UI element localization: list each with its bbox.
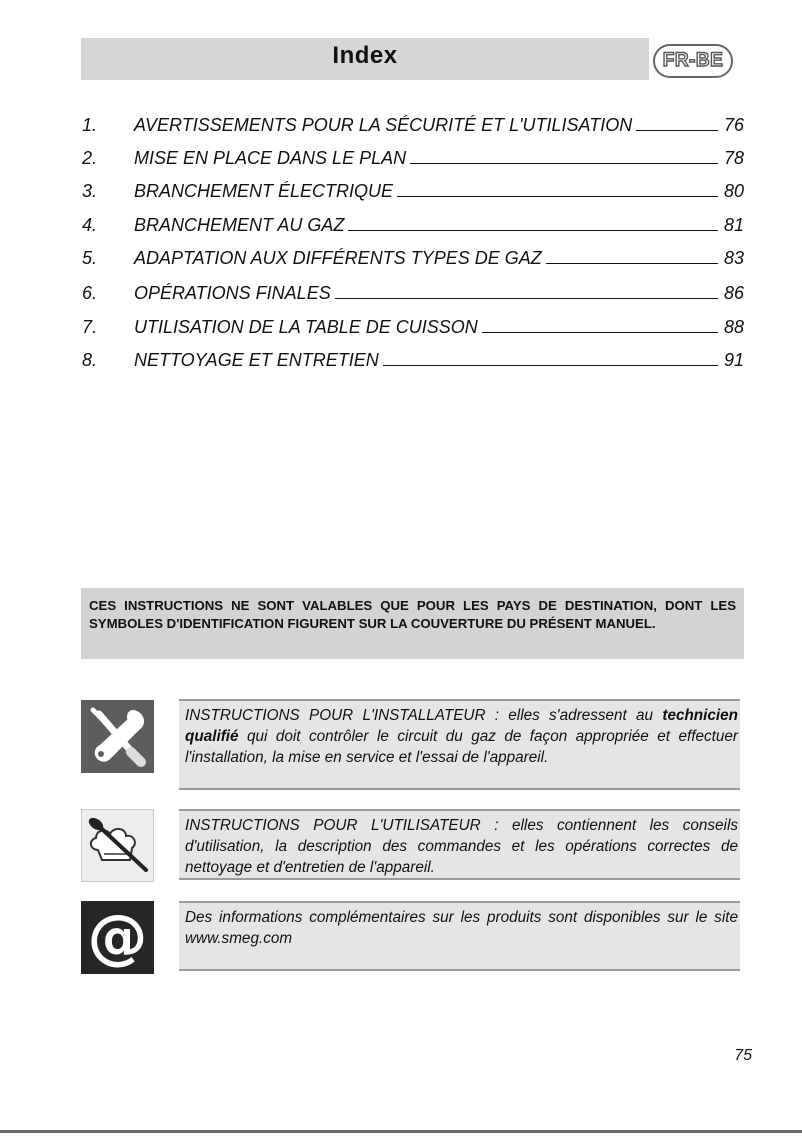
toc-leader	[348, 230, 718, 231]
toc-entry-6[interactable]	[82, 280, 744, 303]
toc-leader	[410, 163, 718, 164]
toc-page: 80	[723, 181, 744, 201]
toc-title: MISE EN PLACE DANS LE PLAN	[134, 148, 407, 168]
toc-leader	[546, 263, 718, 264]
toc-page: 76	[723, 115, 744, 135]
language-badge: FR-BE	[653, 44, 733, 78]
toc-number: 2.	[82, 148, 98, 168]
toc-leader	[397, 196, 718, 197]
toc-entry-2[interactable]	[82, 145, 744, 168]
toc-number: 1.	[82, 115, 98, 135]
header-bar	[81, 38, 649, 80]
toc-page: 81	[723, 215, 744, 235]
installer-instructions	[179, 699, 740, 790]
bottom-divider	[0, 1130, 802, 1133]
toc-number: 8.	[82, 350, 98, 370]
toc-number: 3.	[82, 181, 98, 201]
toc-leader	[636, 130, 718, 131]
web-info: Des informations complémentaires sur les produits sont disponibles sur le site www.smeg.com	[179, 901, 740, 971]
page-number: 75	[734, 1047, 752, 1064]
toc-number: 7.	[82, 317, 98, 337]
toc-page: 86	[723, 283, 744, 303]
tools-icon	[81, 700, 154, 773]
chef-hat-spoon-icon	[81, 809, 154, 882]
toc-page: 83	[723, 248, 744, 268]
toc-leader	[383, 365, 718, 366]
installer-text-bold: technicien qualifié	[185, 707, 738, 745]
user-instructions: INSTRUCTIONS POUR L'UTILISATEUR : elles contiennent les conseils d'utilisation, la description des commandes et les opérations correctes de nettoyage et d'entretien de l'appareil.	[179, 809, 740, 880]
toc-entry-1[interactable]	[82, 112, 744, 135]
toc-number: 4.	[82, 215, 98, 235]
toc-leader	[335, 298, 718, 299]
toc-entry-3[interactable]	[82, 178, 744, 201]
toc-entry-4[interactable]	[82, 212, 744, 235]
toc-page: 91	[723, 350, 744, 370]
toc-page: 88	[723, 317, 744, 337]
toc-number: 6.	[82, 283, 98, 303]
svg-text:@: @	[87, 902, 148, 972]
toc-entry-5[interactable]	[82, 245, 744, 268]
toc-number: 5.	[82, 248, 98, 268]
toc-title: NETTOYAGE ET ENTRETIEN	[134, 350, 379, 370]
page-title: Index	[332, 42, 398, 69]
installer-text-before: INSTRUCTIONS POUR L'INSTALLATEUR : elles s'adressent au	[185, 707, 663, 724]
destination-notice: CES INSTRUCTIONS NE SONT VALABLES QUE POUR LES PAYS DE DESTINATION, DONT LES SYMBOLES D'IDENTIFICATION FIGURENT SUR LA COUVERTURE DU PRÉSENT MANUEL.	[81, 588, 744, 659]
toc-title: OPÉRATIONS FINALES	[134, 283, 331, 303]
toc-entry-7[interactable]	[82, 314, 744, 337]
installer-text-after: qui doit contrôler le circuit du gaz de façon appropriée et effectuer l'installation, la mise en service et l'essai de l'appareil.	[185, 728, 738, 766]
toc-entry-8[interactable]	[82, 347, 744, 370]
toc-title: BRANCHEMENT ÉLECTRIQUE	[134, 181, 394, 201]
toc-title: UTILISATION DE LA TABLE DE CUISSON	[134, 317, 478, 337]
toc-title: BRANCHEMENT AU GAZ	[134, 215, 345, 235]
toc-leader	[482, 332, 718, 333]
toc-title: ADAPTATION AUX DIFFÉRENTS TYPES DE GAZ	[134, 248, 542, 268]
toc-page: 78	[723, 148, 744, 168]
toc-title: AVERTISSEMENTS POUR LA SÉCURITÉ ET L'UTILISATION	[134, 115, 633, 135]
at-sign-icon	[81, 901, 154, 974]
table-of-contents	[82, 112, 744, 370]
